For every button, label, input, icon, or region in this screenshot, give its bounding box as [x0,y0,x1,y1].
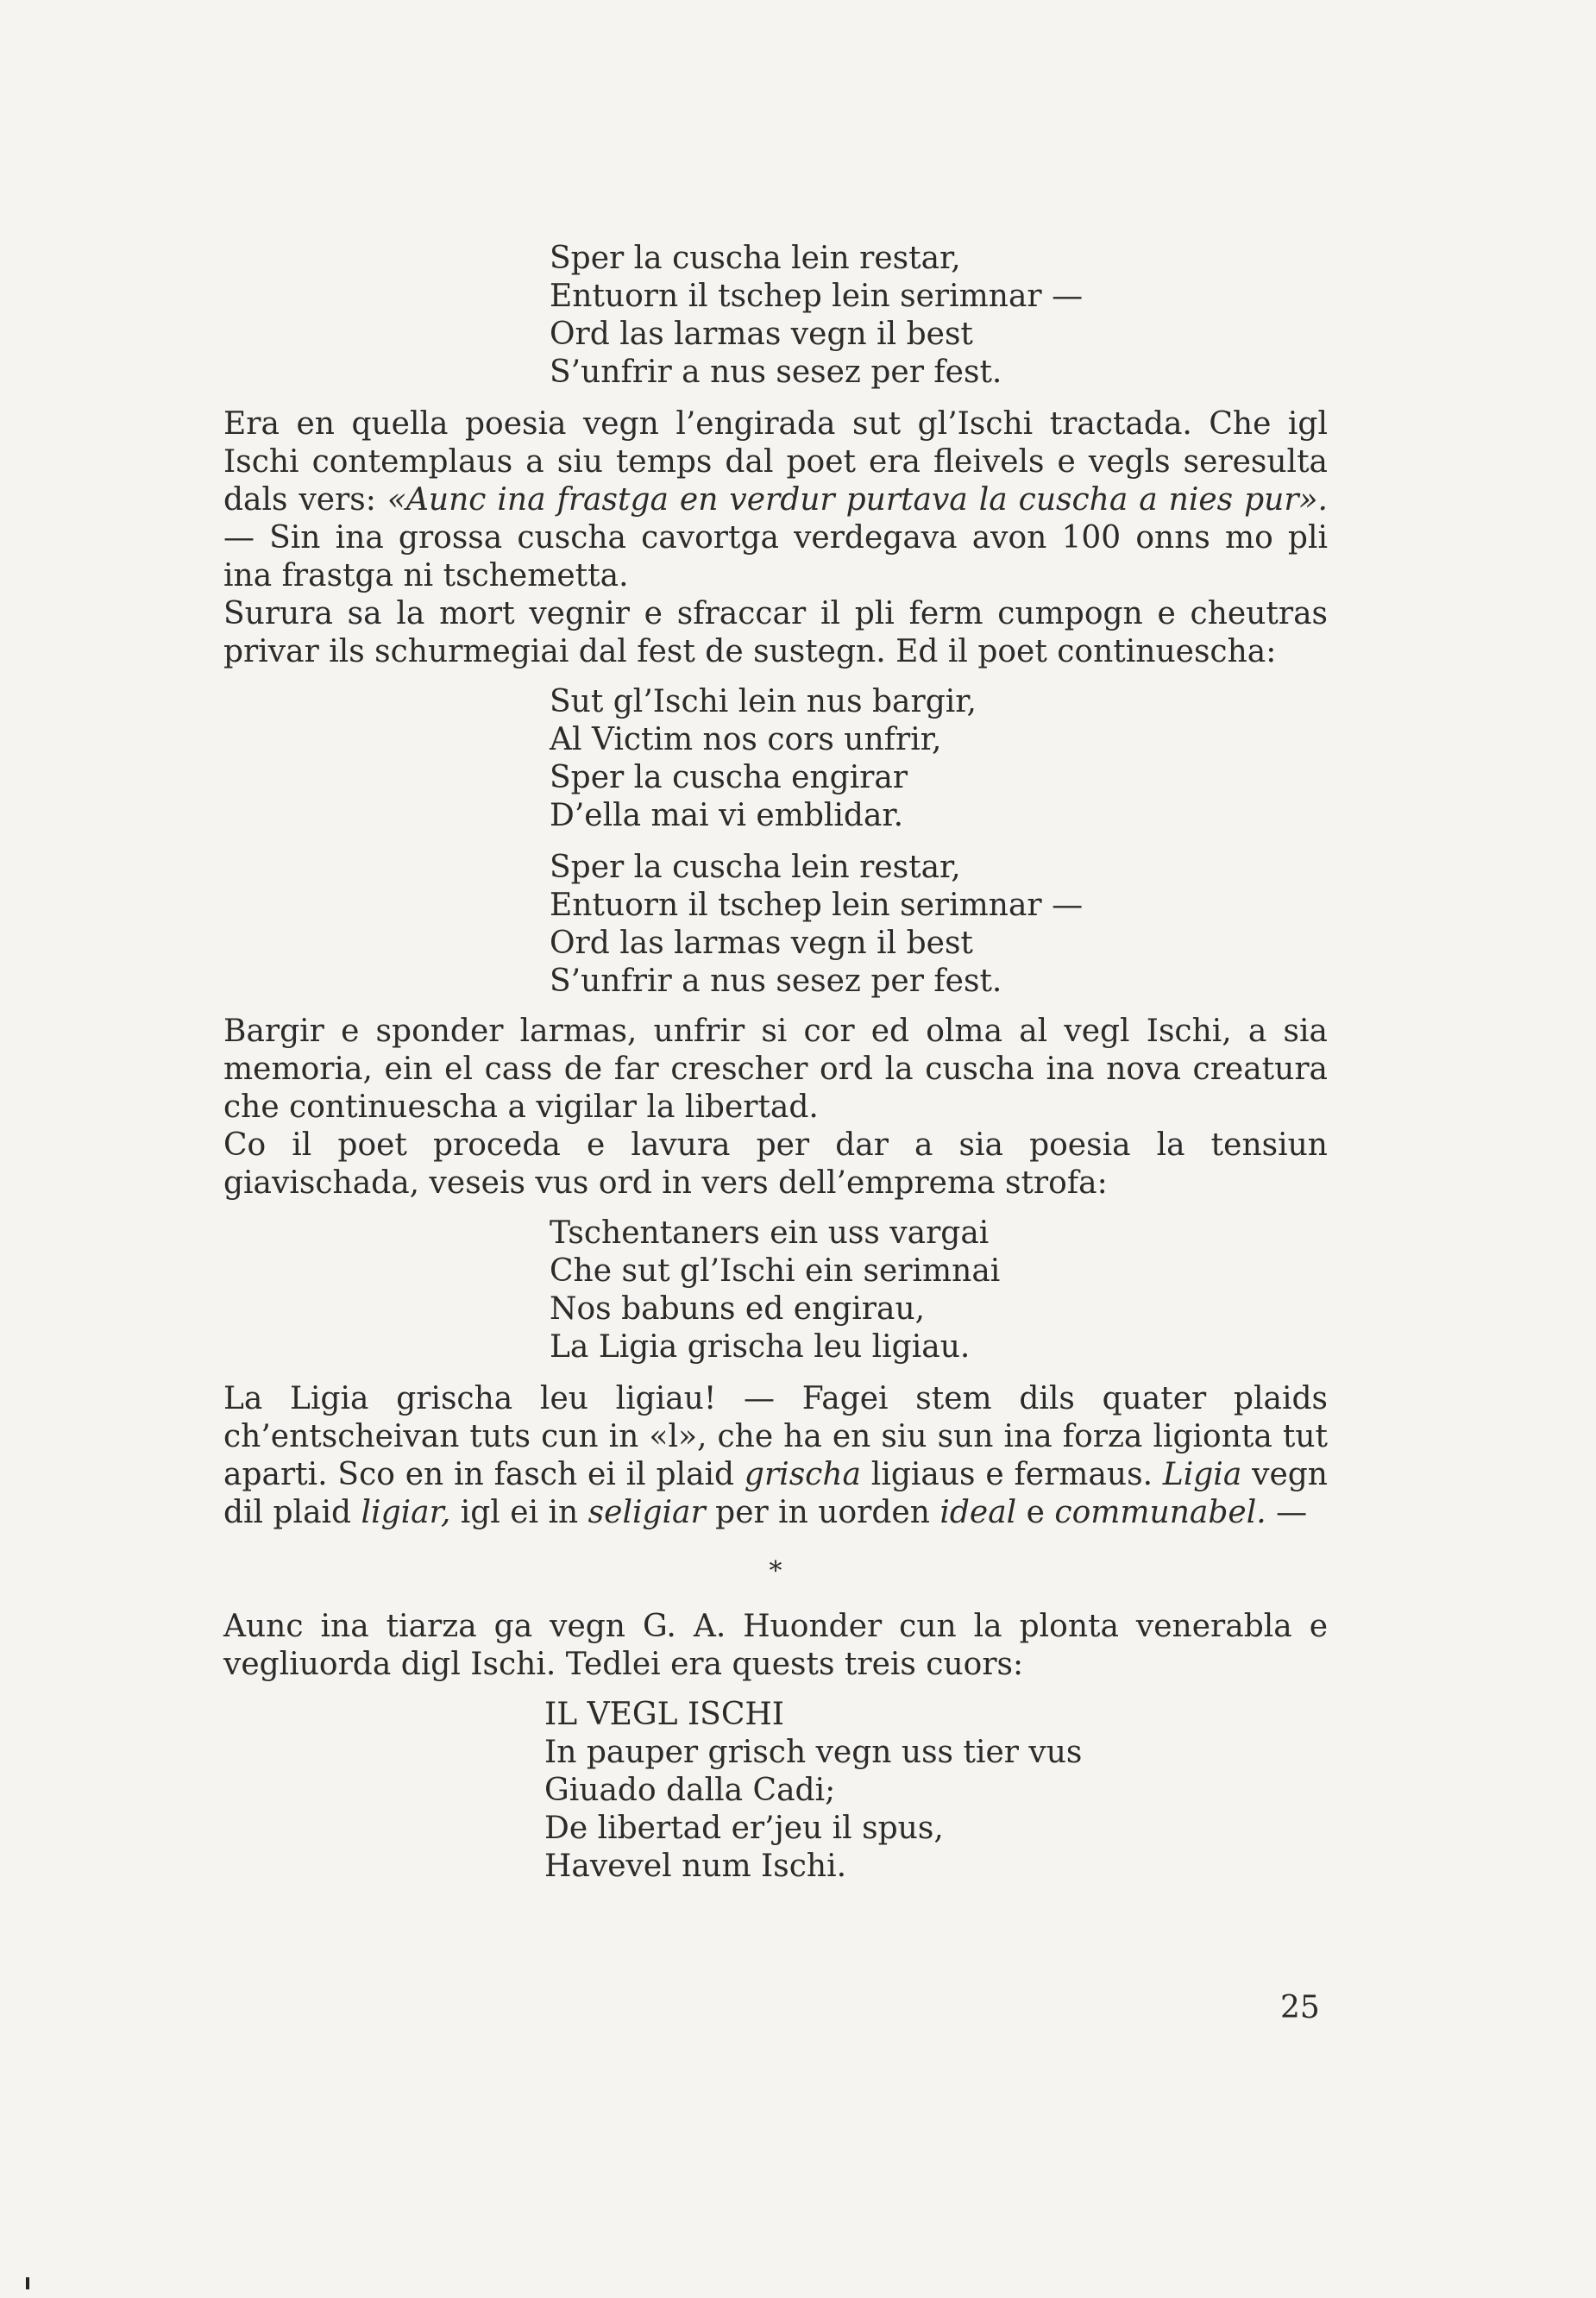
poem-title: IL VEGL ISCHI [544,1697,784,1732]
verse-stanza-3 [550,849,1328,1001]
text-column [223,240,1328,1886]
verse-line: De libertad er’jeu il spus, [544,1811,944,1846]
verse-line: Tschentaners ein uss vargai [550,1215,990,1251]
verse-line: In pauper grisch vegn uss tier vus [544,1735,1083,1770]
verse-line: Giuado dalla Cadi; [544,1773,836,1808]
paragraph-bargir: Bargir e sponder larmas, unfrir si cor ed olma al vegl Ischi, a sia memoria, ein el cass de far crescher ord la cuscha ina nova creatura che continuescha a vigilar la libertad. [223,1014,1328,1125]
verse-line: Ord las larmas vegn il best [550,317,973,352]
verse-stanza-1 [550,240,1328,392]
verse-line: Sper la cuscha engirar [550,760,908,795]
verse-line: Ord las larmas vegn il best [550,926,973,961]
page-number: 25 [1280,1990,1320,2025]
verse-line: Nos babuns ed engirau, [550,1291,926,1327]
paragraph-poet-proceda: Co il poet proceda e lavura per dar a sia poesia la tensiun giavischada, veseis vus ord in vers dell’emprema strofa: [223,1127,1328,1201]
italic-word: ideal [939,1495,1017,1530]
verse-stanza-5 [544,1696,1328,1886]
paragraph-text: e [1016,1495,1055,1530]
verse-stanza-2 [550,683,1328,835]
verse-line: Havevel num Ischi. [544,1849,847,1884]
italic-word: Ligia [1162,1457,1242,1492]
paragraph-surura: Surura sa la mort vegnir e sfraccar il pli ferm cumpogn e cheutras privar ils schurmegiai dal fest de sustegn. Ed il poet continuescha: [223,596,1328,669]
verse-line: La Ligia grischa leu ligiau. [550,1329,971,1365]
verse-line: D’ella mai vi emblidar. [550,798,904,833]
paragraph-text: igl ei in [450,1495,588,1530]
verse-line: Entuorn il tschep lein serimnar — [550,888,1084,923]
paragraph-engirada [223,405,1328,595]
section-separator-asterisk: * [769,1556,782,1586]
verse-line: Sut gl’Ischi lein nus bargir, [550,684,977,719]
paragraph-text: vegn dil plaid [223,1457,1328,1530]
verse-line: Che sut gl’Ischi ein serimnai [550,1253,1001,1289]
paragraph-text: per in uorden [705,1495,940,1530]
verse-line: S’unfrir a nus sesez per fest. [550,964,1002,999]
verse-line: Al Victim nos cors unfrir, [550,722,942,757]
italic-word: ligiar, [361,1495,451,1530]
paragraph-text: Era en quella poesia vegn l’engirada sut gl’Ischi tractada. Che igl Ischi contemplaus a siu temps dal poet era fleivels e vegls seresulta dals vers: [223,406,1328,518]
verse-line: Sper la cuscha lein restar, [550,241,961,276]
italic-quote: «Aunc ina frastga en verdur purtava la cuscha a nies pur». [386,482,1328,518]
paragraph-text: ligiaus e fermaus. [860,1457,1163,1492]
italic-word: grischa [744,1457,861,1492]
paragraph-text: La Ligia grischa leu ligiau! — Fagei stem dils quater plaids ch’entscheivan tuts cun in «l», che ha en siu sun ina forza ligionta tut aparti. Sco en in fasch ei il plaid [223,1381,1328,1492]
paragraph-ligia-grischa [223,1380,1328,1532]
italic-word: seligiar [588,1495,706,1530]
paragraph-text: — Sin ina grossa cuscha cavortga verdegava avon 100 onns mo pli ina frastga ni tschemetta. [223,520,1328,593]
scan-mark [26,2277,29,2289]
verse-line: S’unfrir a nus sesez per fest. [550,355,1002,390]
paragraph-aunc-ina-tiarza: Aunc ina tiarza ga vegn G. A. Huonder cun la plonta venerabla e vegliuorda digl Ischi. Tedlei era quests treis cuors: [223,1609,1328,1682]
verse-line: Entuorn il tschep lein serimnar — [550,279,1084,314]
italic-word: communabel. [1054,1495,1266,1530]
verse-stanza-4 [550,1215,1328,1366]
verse-line: Sper la cuscha lein restar, [550,850,961,885]
paragraph-text: — [1266,1495,1308,1530]
